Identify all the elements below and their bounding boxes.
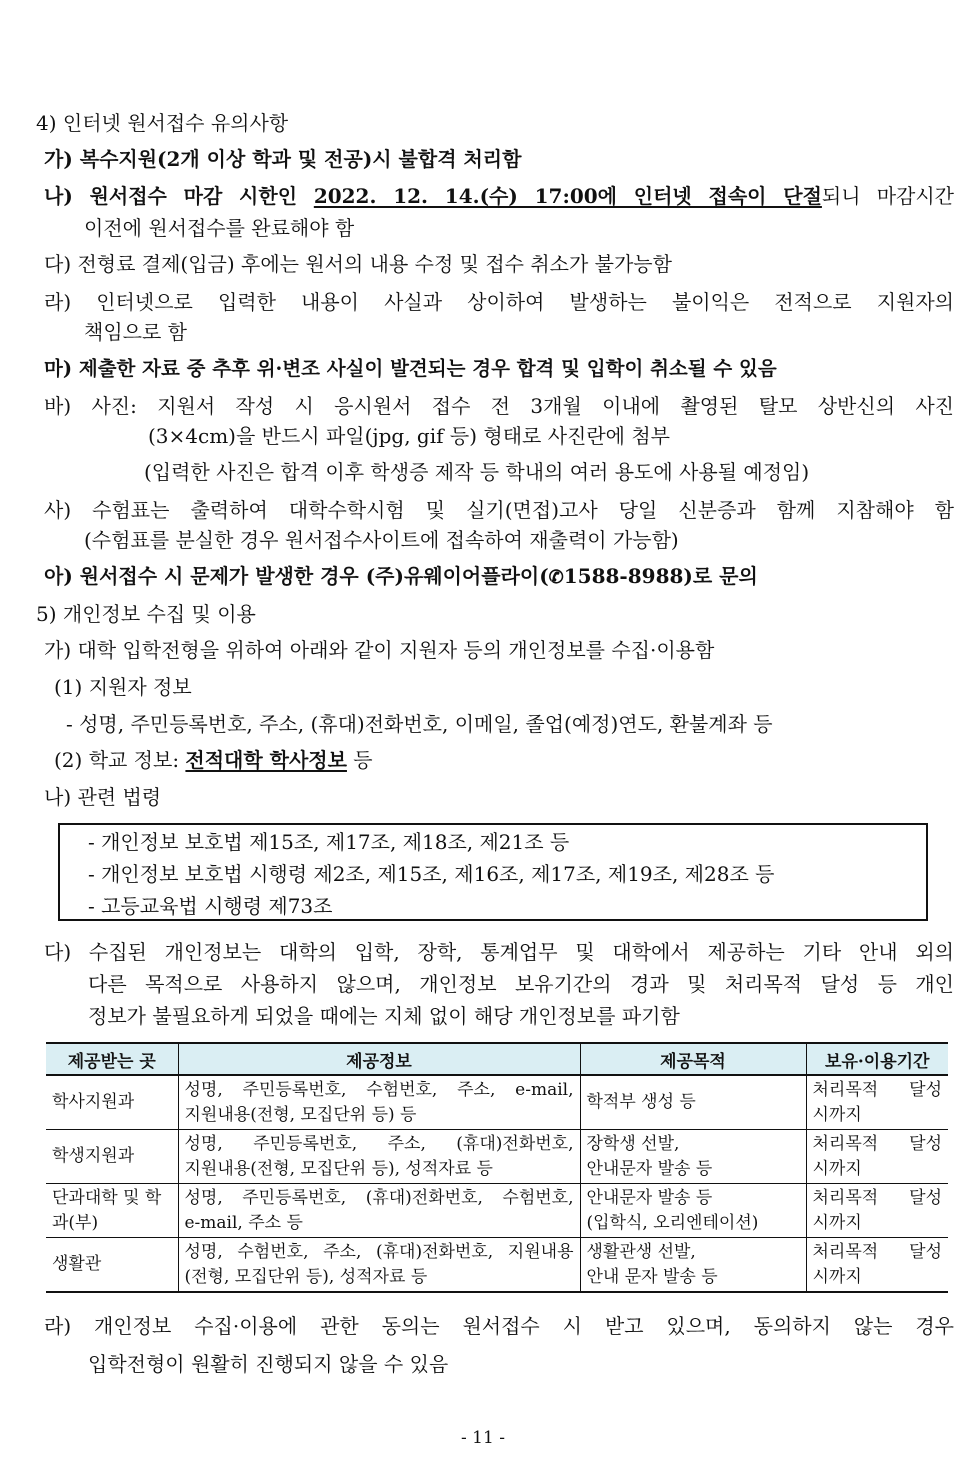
item-5-da-line1: 다) 수집된 개인정보는 대학의 입학, 장학, 통계업무 및 대학에서 제공하는 기타 안내 외의	[44, 940, 954, 964]
header-period: 보유·이용기간	[806, 1043, 948, 1075]
personal-info-table	[46, 1042, 948, 1293]
cell-period: 처리목적 달성 시까지	[806, 1130, 948, 1184]
item-5-2	[54, 746, 373, 774]
cell-period: 처리목적 달성 시까지	[806, 1075, 948, 1130]
cell-recipient: 학생지원과	[46, 1130, 178, 1184]
cell-period: 처리목적 달성 시까지	[806, 1184, 948, 1238]
item-4-na-line1	[44, 182, 954, 210]
table-row	[46, 1184, 948, 1238]
header-recipient: 제공받는 곳	[46, 1043, 178, 1075]
item-4-sa-line2: (수험표를 분실한 경우 원서접수사이트에 접속하여 재출력이 가능함)	[84, 528, 679, 552]
item-4-ra-line1: 라) 인터넷으로 입력한 내용이 사실과 상이하여 발생하는 불이익은 전적으로 지원자의	[44, 290, 954, 314]
school-info-underlined: 전적대학 학사정보	[185, 748, 347, 772]
item-5-2-prefix: (2) 학교 정보:	[54, 748, 186, 772]
law-2: - 개인정보 보호법 시행령 제2조, 제15조, 제16조, 제17조, 제19조, 제28조 등	[88, 862, 775, 886]
cell-purpose: 생활관생 선발, 안내 문자 발송 등	[580, 1238, 806, 1293]
section-5-heading: 5) 개인정보 수집 및 이용	[36, 602, 256, 626]
table-row	[46, 1238, 948, 1293]
item-4-da: 다) 전형료 결제(입금) 후에는 원서의 내용 수정 및 접수 취소가 불가능함	[44, 252, 672, 276]
item-5-2-suffix: 등	[346, 748, 373, 772]
cell-purpose: 장학생 선발, 안내문자 발송 등	[580, 1130, 806, 1184]
cell-purpose: 학적부 생성 등	[580, 1075, 806, 1130]
cell-info: 성명, 주민등록번호, (휴대)전화번호, 수험번호, e-mail, 주소 등	[178, 1184, 580, 1238]
item-4-ba-line3: (입력한 사진은 합격 이후 학생증 제작 등 학내의 여러 용도에 사용될 예정임)	[144, 460, 810, 484]
item-4-ra-line2: 책임으로 함	[84, 320, 187, 344]
cell-info: 성명, 주민등록번호, 주소, (휴대)전화번호, 지원내용(전형, 모집단위 등), 성적자료 등	[178, 1130, 580, 1184]
cell-purpose: 안내문자 발송 등 (입학식, 오리엔테이션)	[580, 1184, 806, 1238]
item-5-da-line2: 다른 목적으로 사용하지 않으며, 개인정보 보유기간의 경과 및 처리목적 달성 등 개인	[88, 972, 954, 996]
page-number: - 11 -	[461, 1428, 505, 1448]
deadline-underlined: 2022. 12. 14.(수) 17:00에 인터넷 접속이 단절	[313, 184, 822, 208]
table-row	[46, 1075, 948, 1130]
cell-info: 성명, 주민등록번호, 수험번호, 주소, e-mail, 지원내용(전형, 모집단위 등) 등	[178, 1075, 580, 1130]
header-info: 제공정보	[178, 1043, 580, 1075]
cell-info: 성명, 수험번호, 주소, (휴대)전화번호, 지원내용 (전형, 모집단위 등), 성적자료 등	[178, 1238, 580, 1293]
header-purpose: 제공목적	[580, 1043, 806, 1075]
item-5-1: (1) 지원자 정보	[54, 675, 192, 699]
item-4-ga: 가) 복수지원(2개 이상 학과 및 전공)시 불합격 처리함	[44, 147, 522, 171]
item-5-ga: 가) 대학 입학전형을 위하여 아래와 같이 지원자 등의 개인정보를 수집·이용함	[44, 638, 715, 662]
item-4-a-prefix: 아) 원서접수 시 문제가 발생한 경우 (주)유웨이어플라이(	[44, 564, 549, 588]
item-5-na: 나) 관련 법령	[44, 785, 162, 809]
item-4-ba-line1: 바) 사진: 지원서 작성 시 응시원서 접수 전 3개월 이내에 촬영된 탈모 상반신의 사진	[44, 394, 954, 418]
section-4-heading: 4) 인터넷 원서접수 유의사항	[36, 111, 289, 135]
cell-recipient: 학사지원과	[46, 1075, 178, 1130]
item-5-1-detail: - 성명, 주민등록번호, 주소, (휴대)전화번호, 이메일, 졸업(예정)연도, 환불계좌 등	[66, 712, 773, 736]
cell-period: 처리목적 달성 시까지	[806, 1238, 948, 1293]
law-1: - 개인정보 보호법 제15조, 제17조, 제18조, 제21조 등	[88, 830, 570, 854]
cell-recipient: 단과대학 및 학과(부)	[46, 1184, 178, 1238]
item-4-na-suffix: 되니 마감시간	[821, 184, 955, 208]
item-4-a-phone: 1588-8988)로 문의	[563, 564, 758, 588]
law-3: - 고등교육법 시행령 제73조	[88, 894, 333, 918]
table-row	[46, 1130, 948, 1184]
telephone-icon: ✆	[548, 567, 564, 588]
item-5-ra-line1: 라) 개인정보 수집·이용에 관한 동의는 원서접수 시 받고 있으며, 동의하지 않는 경우	[44, 1314, 954, 1338]
item-4-na-line2: 이전에 원서접수를 완료해야 함	[84, 216, 355, 240]
item-5-da-line3: 정보가 불필요하게 되었을 때에는 지체 없이 해당 개인정보를 파기함	[88, 1004, 680, 1028]
cell-recipient: 생활관	[46, 1238, 178, 1293]
item-4-ma: 마) 제출한 자료 중 추후 위·변조 사실이 발견되는 경우 합격 및 입학이 취소될 수 있음	[44, 357, 777, 380]
item-5-ra-line2: 입학전형이 원활히 진행되지 않을 수 있음	[88, 1352, 449, 1376]
table-header-row	[46, 1043, 948, 1075]
item-4-sa-line1: 사) 수험표는 출력하여 대학수학시험 및 실기(면접)고사 당일 신분증과 함께 지참해야 함	[44, 498, 954, 522]
item-4-ba-line2: (3×4cm)을 반드시 파일(jpg, gif 등) 형태로 사진란에 첨부	[148, 424, 670, 448]
item-4-na-prefix: 나) 원서접수 마감 시한인	[44, 184, 314, 208]
item-4-a	[44, 562, 758, 592]
